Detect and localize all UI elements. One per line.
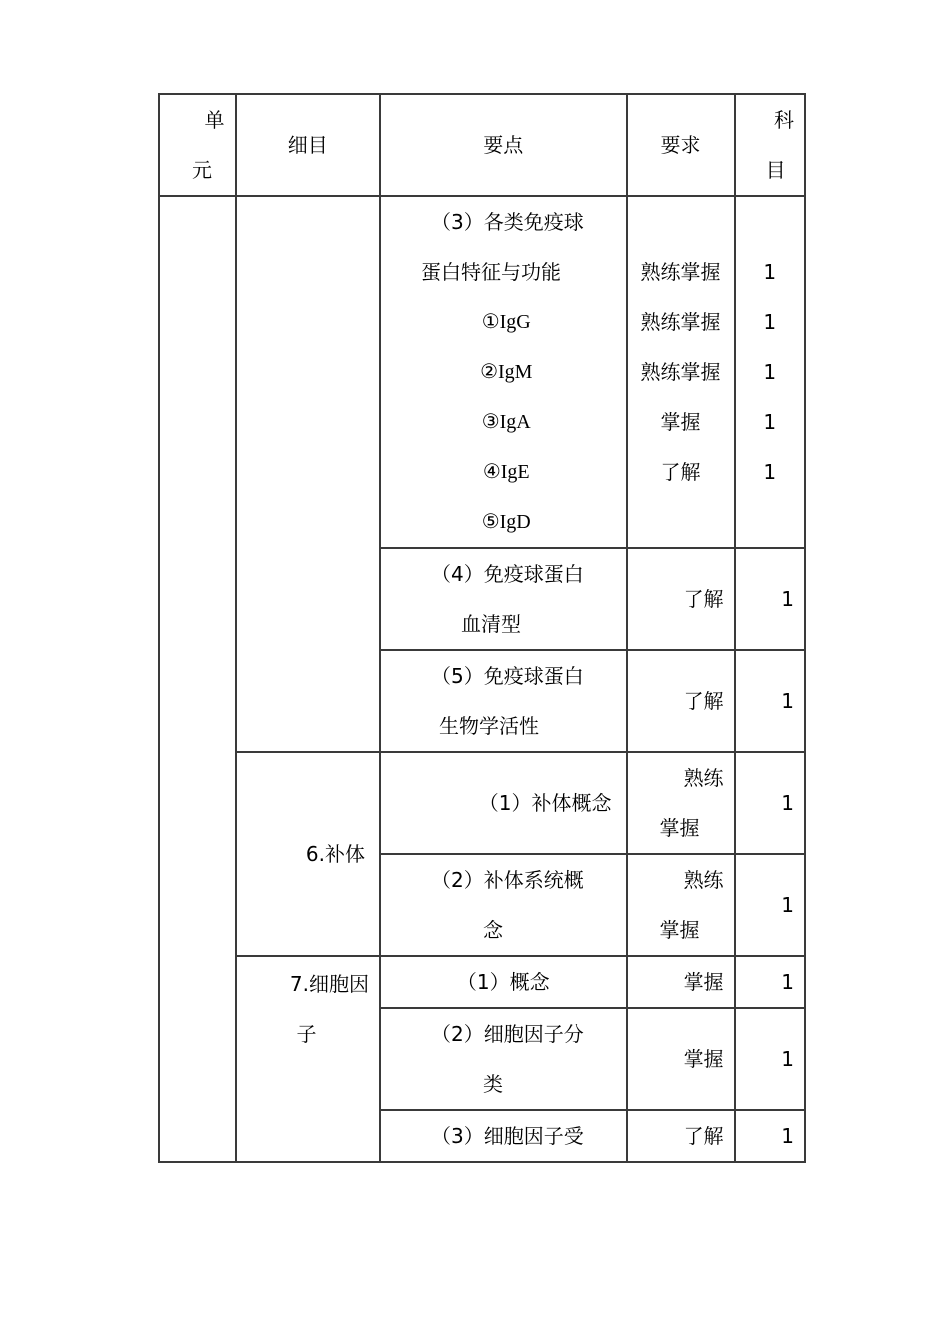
requirement-complement-concept — [627, 752, 735, 854]
requirement-ig-activity: 了解 — [627, 650, 735, 752]
point-cytokine-concept: （1）概念 — [380, 956, 627, 1008]
requirement-value: 了解 — [660, 460, 701, 484]
point-line: 类 — [483, 1072, 503, 1096]
table-header-row — [159, 94, 805, 196]
subject-value: 1 — [763, 360, 777, 384]
item-ige: ④IgE — [482, 461, 530, 483]
subject-value: 1 — [763, 460, 777, 484]
header-subject-line1: 科 — [774, 108, 794, 132]
point-cytokine-class — [380, 1008, 627, 1110]
point-cytokine-receptor — [380, 1110, 627, 1162]
header-unit-line2: 元 — [192, 158, 212, 182]
table-row — [159, 956, 805, 1008]
point-line: （4）免疫球蛋白 — [431, 562, 584, 586]
detail-cell-ig — [236, 196, 381, 752]
detail-complement: 6.补体 — [236, 752, 381, 956]
subject-value: 1 — [763, 410, 777, 434]
point-ig-activity — [380, 650, 627, 752]
syllabus-table — [158, 93, 806, 1163]
requirement-complement-system — [627, 854, 735, 956]
subject-value: 1 — [763, 310, 777, 334]
subject-cytokine-receptor: 1 — [735, 1110, 805, 1162]
item-igg: ①IgG — [481, 311, 531, 333]
requirement-ig-features — [627, 196, 735, 548]
point-line: （2）细胞因子分 — [431, 1022, 584, 1046]
item-igd: ⑤IgD — [481, 511, 531, 533]
requirement-line: 熟练 — [683, 766, 724, 790]
header-subject — [735, 94, 805, 196]
point-line: （5）免疫球蛋白 — [431, 664, 584, 688]
point-line: （2）补体系统概 — [431, 868, 584, 892]
subject-cytokine-class: 1 — [735, 1008, 805, 1110]
detail-cytokine — [236, 956, 381, 1162]
header-unit-line1: 单 — [204, 108, 225, 132]
point-line: 血清型 — [461, 612, 521, 636]
requirement-line: 熟练 — [683, 868, 724, 892]
table-row — [159, 752, 805, 854]
requirement-value: 熟练掌握 — [640, 310, 721, 334]
subject-ig-serotype: 1 — [735, 548, 805, 650]
requirement-ig-serotype: 了解 — [627, 548, 735, 650]
point-ig-features — [380, 196, 627, 548]
header-point: 要点 — [380, 94, 627, 196]
requirement-cytokine-class: 掌握 — [627, 1008, 735, 1110]
header-unit — [159, 94, 236, 196]
point-line: 生物学活性 — [439, 714, 539, 738]
subject-cytokine-concept: 1 — [735, 956, 805, 1008]
requirement-value: 熟练掌握 — [640, 260, 721, 284]
header-detail: 细目 — [236, 94, 381, 196]
header-requirement: 要求 — [627, 94, 735, 196]
point-line: 念 — [483, 918, 503, 942]
detail-line: 子 — [296, 1022, 317, 1046]
requirement-cytokine-receptor: 了解 — [627, 1110, 735, 1162]
table-row — [159, 196, 805, 548]
subject-ig-activity: 1 — [735, 650, 805, 752]
subject-ig-features — [735, 196, 805, 548]
point-line: （3）各类免疫球 — [431, 210, 584, 234]
point-ig-serotype — [380, 548, 627, 650]
unit-cell — [159, 196, 236, 1162]
requirement-value: 掌握 — [660, 410, 701, 434]
subject-complement-system: 1 — [735, 854, 805, 956]
requirement-line: 掌握 — [659, 816, 700, 840]
subject-value: 1 — [763, 260, 777, 284]
point-complement-concept: （1）补体概念 — [380, 752, 627, 854]
point-line: 蛋白特征与功能 — [421, 260, 561, 284]
item-iga: ③IgA — [481, 411, 531, 433]
subject-complement-concept: 1 — [735, 752, 805, 854]
requirement-line: 掌握 — [659, 918, 700, 942]
item-igm: ②IgM — [480, 361, 533, 383]
requirement-cytokine-concept: 掌握 — [627, 956, 735, 1008]
detail-line: 7.细胞因 — [289, 972, 369, 996]
point-complement-system — [380, 854, 627, 956]
point-line: （3）细胞因子受 — [431, 1124, 584, 1148]
requirement-value: 熟练掌握 — [640, 360, 721, 384]
header-subject-line2: 目 — [765, 158, 786, 182]
